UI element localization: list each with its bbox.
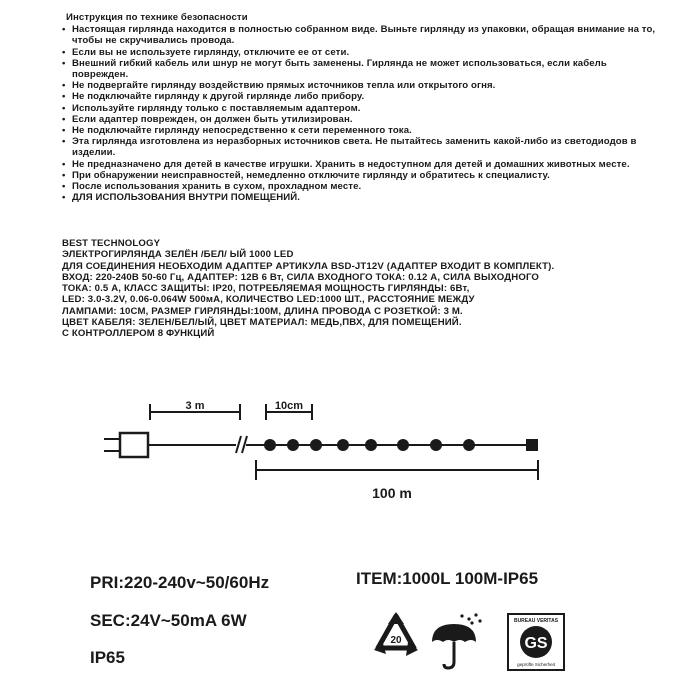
led-bulb	[430, 439, 442, 451]
break-mark	[236, 436, 247, 453]
led-bulb	[463, 439, 475, 451]
safety-item: • Не подвергайте гирлянду воздействию прямых источников тепла или открытого огня.	[62, 80, 662, 91]
umbrella-icon	[432, 613, 482, 668]
led-bulb	[337, 439, 349, 451]
safety-item: • Эта гирлянда изготовлена из неразборных источников света. Не пытайтесь заменить какой-либо из светодиодов в изделии.	[62, 136, 662, 158]
safety-item: • ДЛЯ ИСПОЛЬЗОВАНИЯ ВНУТРИ ПОМЕЩЕНИЙ.	[62, 192, 662, 203]
safety-item: • При обнаружении неисправностей, немедленно отключите гирлянду и обратитесь к специалисту.	[62, 170, 662, 181]
safety-item: • Не подключайте гирлянду непосредственно к сети переменного тока.	[62, 125, 662, 136]
cable-length-dimension	[150, 400, 240, 420]
product-specs	[62, 238, 662, 340]
recycle-number: 20	[390, 635, 402, 646]
gs-mark-text: GS	[524, 635, 548, 652]
secondary-rating: SEC:24V~50mA 6W	[90, 611, 247, 630]
item-code: ITEM:1000L 100M-IP65	[356, 569, 539, 588]
safety-item: • Используйте гирлянду только с поставляемым адаптером.	[62, 103, 662, 114]
safety-item: • Не предназначено для детей в качестве игрушки. Хранить в недоступном для детей и домашних животных месте.	[62, 159, 662, 170]
spacing-label: 10cm	[274, 400, 304, 412]
garland-length-dimension	[256, 460, 538, 501]
gs-bottom-text: geprüfte Sicherheit	[517, 662, 555, 667]
spec-line: ЛАМПАМИ: 10СМ, РАЗМЕР ГИРЛЯНДЫ:100М, ДЛИНА ПРОВОДА С РОЗЕТКОЙ: 3 М.	[62, 305, 463, 317]
end-cap	[526, 439, 538, 451]
safety-item: • Если адаптер поврежден, он должен быть утилизирован.	[62, 114, 662, 125]
led-bulb	[310, 439, 322, 451]
led-bulb	[365, 439, 377, 451]
led-bulb	[287, 439, 299, 451]
primary-rating: PRI:220-240v~50/60Hz	[90, 573, 270, 592]
spec-line: С КОНТРОЛЛЕРОМ 8 ФУНКЦИЙ	[62, 328, 215, 340]
recycle-icon	[374, 612, 418, 656]
gs-top-text: BUREAU VERITAS	[513, 618, 559, 624]
spec-line: ВХОД: 220-240В 50-60 Гц, АДАПТЕР: 12В 6 Вт, СИЛА ВХОДНОГО ТОКА: 0.12 А, СИЛА ВЫХОДНОГО	[62, 271, 540, 283]
safety-instructions	[62, 12, 662, 203]
safety-item: • Внешний гибкий кабель или шнур не могут быть заменены. Гирлянда не может использоваться, если кабель поврежден.	[62, 58, 662, 80]
spec-line: ДЛЯ СОЕДИНЕНИЯ НЕОБХОДИМ АДАПТЕР АРТИКУЛА BSD-JT12V (АДАПТЕР ВХОДИТ В КОМПЛЕКТ).	[62, 260, 555, 272]
led-bulb	[397, 439, 409, 451]
safety-list	[62, 24, 662, 203]
garland-diagram	[0, 390, 700, 510]
safety-item: • Не подключайте гирлянду к другой гирлянде либо прибору.	[62, 91, 662, 102]
safety-title: Инструкция по технике безопасности	[66, 12, 248, 23]
gs-safety-mark-icon	[508, 614, 564, 670]
cable-length-label: 3 m	[185, 400, 205, 412]
spec-line: ЦВЕТ КАБЕЛЯ: ЗЕЛЕН/БЕЛ/ЫЙ, ЦВЕТ МАТЕРИАЛ: МЕДЬ,ПВХ, ДЛЯ ПОМЕЩЕНИЙ.	[62, 317, 462, 329]
safety-item: • После использования хранить в сухом, прохладном месте.	[62, 181, 662, 192]
ip-rating: IP65	[90, 648, 125, 667]
plug-icon	[104, 433, 148, 457]
garland-length-label: 100 m	[372, 485, 412, 501]
led-bulb	[264, 439, 276, 451]
spacing-dimension	[266, 400, 312, 420]
product-name: ЭЛЕКТРОГИРЛЯНДА ЗЕЛЁН /БЕЛ/ ЫЙ 1000 LED	[62, 249, 294, 261]
spec-line: LED: 3.0-3.2V, 0.06-0.064W 500мА, КОЛИЧЕСТВО LED:1000 ШТ., РАССТОЯНИЕ МЕЖДУ	[62, 294, 475, 306]
spec-line: ТОКА: 0.5 А, КЛАСС ЗАЩИТЫ: IP20, ПОТРЕБЛЯЕМАЯ МОЩНОСТЬ ГИРЛЯНДЫ: 6Вт,	[62, 283, 470, 295]
safety-item: • Настоящая гирлянда находится в полностью собранном виде. Выньте гирлянду из упаковки, обращая внимание на то, чтобы не скручивались провода.	[62, 24, 662, 46]
brand-name: BEST TECHNOLOGY	[62, 238, 161, 249]
certification-icons	[368, 610, 578, 674]
safety-item: • Если вы не используете гирлянду, отключите ее от сети.	[62, 47, 662, 58]
